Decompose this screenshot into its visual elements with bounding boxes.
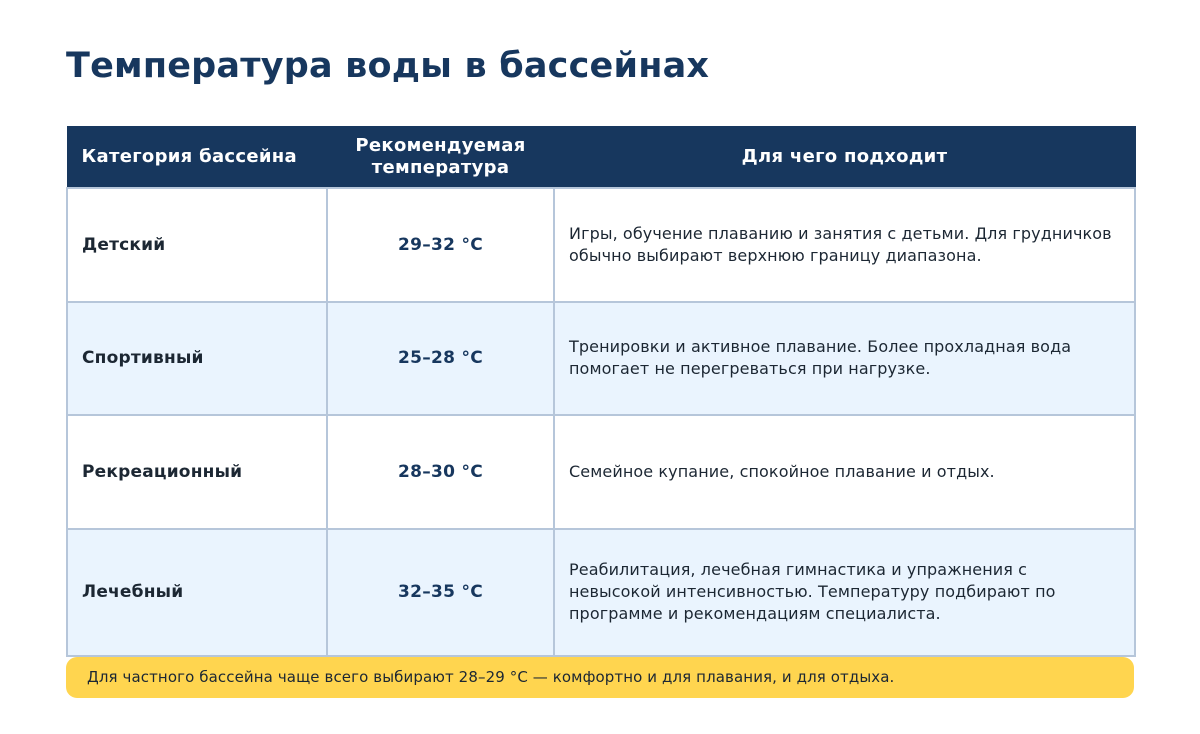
table-row	[67, 302, 1135, 415]
header-category: Категория бассейна	[67, 127, 327, 188]
temperature-cell: 25–28 °C	[327, 302, 554, 415]
description-cell: Семейное купание, спокойное плавание и отдых.	[554, 415, 1135, 529]
description-cell: Игры, обучение плаванию и занятия с детьми. Для грудничков обычно выбирают верхнюю границу диапазона.	[554, 188, 1135, 302]
temperature-cell: 29–32 °C	[327, 188, 554, 302]
table-row	[67, 529, 1135, 656]
category-cell: Рекреационный	[67, 415, 327, 529]
header-temperature: Рекомендуемая температура	[327, 127, 554, 188]
recommendation-note: Для частного бассейна чаще всего выбирают 28–29 °C — комфортно и для плавания, и для отдыха.	[66, 657, 1134, 698]
description-cell: Тренировки и активное плавание. Более прохладная вода помогает не перегреваться при нагрузке.	[554, 302, 1135, 415]
category-cell: Спортивный	[67, 302, 327, 415]
category-cell: Лечебный	[67, 529, 327, 656]
header-purpose: Для чего подходит	[554, 127, 1135, 188]
temperature-table	[66, 126, 1136, 657]
category-cell: Детский	[67, 188, 327, 302]
temperature-cell: 32–35 °C	[327, 529, 554, 656]
table-row	[67, 188, 1135, 302]
description-cell: Реабилитация, лечебная гимнастика и упражнения с невысокой интенсивностью. Температуру подбирают по программе и рекомендациям специалиста.	[554, 529, 1135, 656]
table-header-row	[67, 127, 1135, 188]
page-title: Температура воды в бассейнах	[66, 46, 710, 86]
temperature-cell: 28–30 °C	[327, 415, 554, 529]
table-row	[67, 415, 1135, 529]
